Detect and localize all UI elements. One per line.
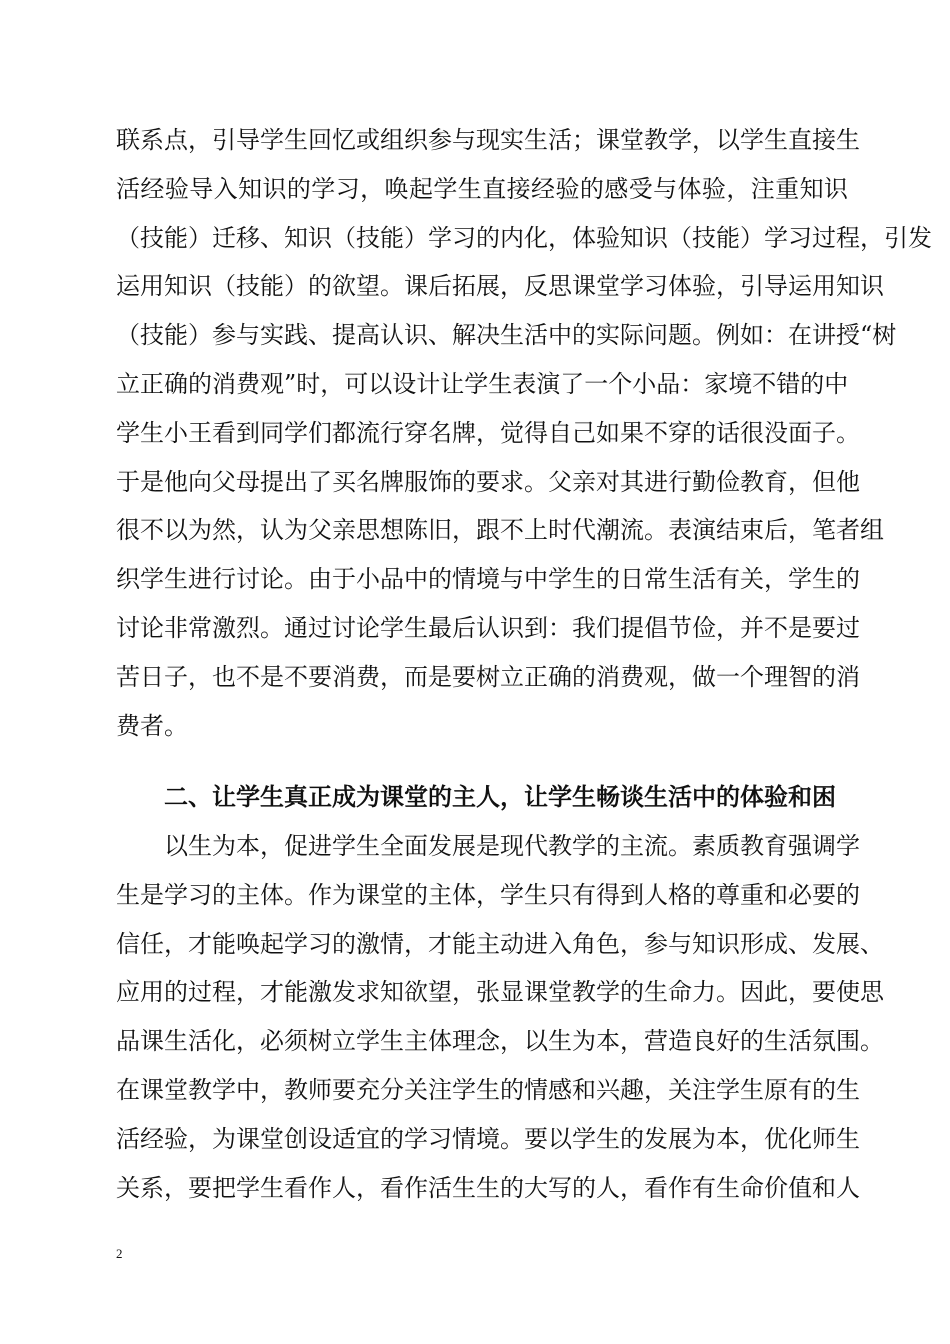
text-line: 运用知识（技能）的欲望。课后拓展，反思课堂学习体验，引导运用知识 [116, 272, 884, 301]
text-line: 联系点，引导学生回忆或组织参与现实生活；课堂教学，以学生直接生 [116, 126, 860, 154]
text-line: 织学生进行讨论。由于小品中的情境与中学生的日常生活有关，学生的 [116, 565, 860, 594]
text-line: 关系，要把学生看作人，看作活生生的大写的人，看作有生命价值和人 [116, 1173, 860, 1202]
text-line: 立正确的消费观”时，可以设计让学生表演了一个小品：家境不错的中 [116, 369, 849, 398]
page-number: 2 [116, 1246, 123, 1261]
text-line: 以生为本，促进学生全面发展是现代教学的主流。素质教育强调学 [164, 832, 860, 860]
section-heading-wrap [116, 773, 848, 822]
text-line: 信任，才能唤起学习的激情，才能主动进入角色，参与知识形成、发展、 [116, 929, 884, 958]
text-line: 在课堂教学中，教师要充分关注学生的情感和兴趣，关注学生原有的生 [116, 1075, 860, 1104]
text-line: （技能）参与实践、提高认识、解决生活中的实际问题。例如：在讲授“树 [116, 321, 897, 350]
text-line: 费者。 [116, 711, 188, 740]
text-line: 学生小王看到同学们都流行穿名牌，觉得自己如果不穿的话很没面子。 [116, 418, 860, 447]
text-line: 生是学习的主体。作为课堂的主体，学生只有得到人格的尊重和必要的 [116, 880, 860, 909]
text-line: 于是他向父母提出了买名牌服饰的要求。父亲对其进行勤俭教育，但他 [116, 467, 860, 496]
text-line: 品课生活化，必须树立学生主体理念，以生为本，营造良好的生活氛围。 [116, 1027, 884, 1056]
section-heading: 二、让学生真正成为课堂的主人，让学生畅谈生活中的体验和困 [164, 782, 836, 811]
text-line: 很不以为然，认为父亲思想陈旧，跟不上时代潮流。表演结束后，笔者组 [116, 516, 884, 545]
paragraph-2 [116, 822, 884, 1212]
text-line: 活经验导入知识的学习，唤起学生直接经验的感受与体验，注重知识 [116, 174, 848, 203]
text-line: 讨论非常激烈。通过讨论学生最后认识到：我们提倡节俭，并不是要过 [116, 613, 860, 642]
text-line: 应用的过程，才能激发求知欲望，张显课堂教学的生命力。因此，要使思 [116, 978, 884, 1007]
text-line: 苦日子，也不是不要消费，而是要树立正确的消费观，做一个理智的消 [116, 662, 860, 691]
text-line: （技能）迁移、知识（技能）学习的内化，体验知识（技能）学习过程，引发 [116, 223, 932, 252]
paragraph-1 [116, 116, 932, 750]
text-line: 活经验，为课堂创设适宜的学习情境。要以学生的发展为本，优化师生 [116, 1124, 860, 1153]
